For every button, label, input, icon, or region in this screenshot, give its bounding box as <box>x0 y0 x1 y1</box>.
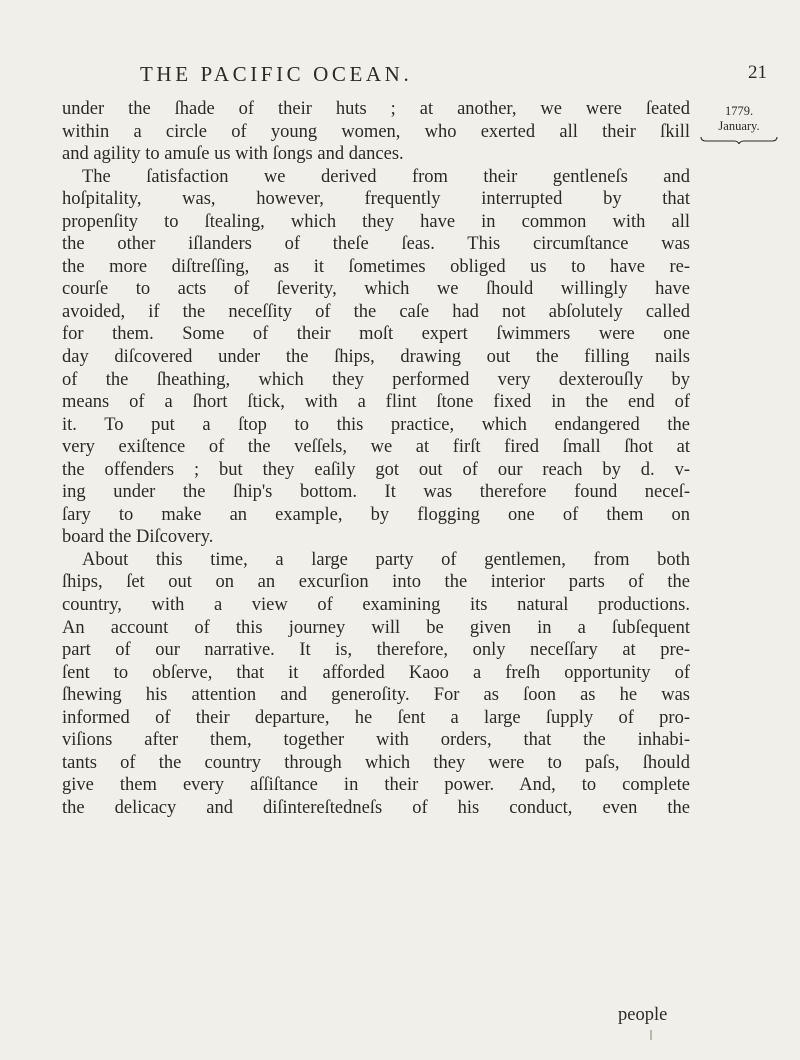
page-number: 21 <box>748 62 767 83</box>
text-line: of the ſheathing, which they performed very dexterouſly by <box>62 369 690 390</box>
text-line: the more diſtreſſing, as it ſometimes obliged us to have re- <box>62 256 690 277</box>
text-line: ſhewing his attention and generoſity. For as ſoon as he was <box>62 685 690 706</box>
text-line: it. To put a ſtop to this practice, which endangered the <box>62 414 690 435</box>
margin-month: January. <box>718 119 760 133</box>
ink-mark <box>650 1030 652 1040</box>
text-line: country, with a view of examining its natural productions. <box>62 595 690 616</box>
text-line: ſent to obſerve, that it afforded Kaoo a freſh opportunity of <box>62 662 690 683</box>
running-title: THE PACIFIC OCEAN. <box>140 62 413 86</box>
body-text <box>62 98 690 820</box>
text-line: informed of their departure, he ſent a large ſupply of pro- <box>62 707 690 728</box>
text-line: ing under the ſhip's bottom. It was therefore found neceſ- <box>62 482 690 503</box>
text-line: About this time, a large party of gentlemen, from both <box>82 549 690 570</box>
text-line: ſary to make an example, by flogging one of them on <box>62 504 690 525</box>
text-line: the other iſlanders of theſe ſeas. This circumſtance was <box>62 234 690 255</box>
text-line: the offenders ; but they eaſily got out of our reach by d. v- <box>62 459 690 480</box>
text-line: The ſatisfaction we derived from their gentleneſs and <box>82 166 690 187</box>
text-line: hoſpitality, was, however, frequently interrupted by that <box>62 189 690 210</box>
text-line: tants of the country through which they were to paſs, ſhould <box>62 752 690 773</box>
text-line: part of our narrative. It is, therefore, only neceſſary at pre- <box>62 640 690 661</box>
text-line: An account of this journey will be given in a ſubſequent <box>62 617 690 638</box>
brace-icon <box>700 136 778 144</box>
text-line: board the Diſcovery. <box>62 527 214 548</box>
text-line: under the ſhade of their huts ; at another, we were ſeated <box>62 99 690 119</box>
text-line: means of a ſhort ſtick, with a flint ſtone fixed in the end of <box>62 392 690 413</box>
margin-note <box>684 104 794 144</box>
text-line: and agility to amuſe us with ſongs and dances. <box>62 144 404 165</box>
text-line: viſions after them, together with orders, that the inhabi- <box>62 730 690 751</box>
catchword: people <box>618 1005 668 1025</box>
text-line: ſhips, ſet out on an excurſion into the interior parts of the <box>62 572 690 593</box>
text-line: propenſity to ſtealing, which they have in common with all <box>62 211 690 232</box>
margin-year: 1779. <box>724 104 754 118</box>
text-line: within a circle of young women, who exerted all their ſkill <box>62 121 690 142</box>
text-line: avoided, if the neceſſity of the caſe had not abſolutely called <box>62 301 690 322</box>
text-line: day diſcovered under the ſhips, drawing out the filling nails <box>62 347 690 368</box>
text-line: give them every aſſiſtance in their power. And, to complete <box>62 775 690 796</box>
text-line: for them. Some of their moſt expert ſwimmers were one <box>62 324 690 345</box>
text-line: the delicacy and diſintereſtedneſs of his conduct, even the <box>62 797 690 818</box>
text-line: courſe to acts of ſeverity, which we ſhould willingly have <box>62 279 690 300</box>
text-line: very exiſtence of the veſſels, we at firſt fired ſmall ſhot at <box>62 437 690 458</box>
